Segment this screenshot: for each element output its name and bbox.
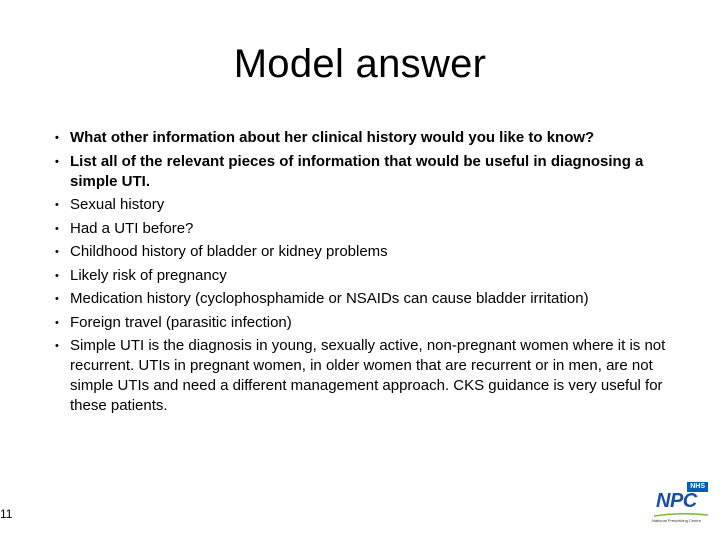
slide-title: Model answer bbox=[233, 42, 487, 86]
page-number: 11 bbox=[0, 507, 13, 521]
npc-wordmark: NPC bbox=[656, 490, 697, 512]
bullet-list bbox=[50, 128, 686, 420]
bullet-item bbox=[50, 289, 686, 309]
bullet-glyph: • bbox=[55, 222, 59, 235]
bullet-text: Likely risk of pregnancy bbox=[70, 266, 227, 284]
bullet-text: What other information about her clinical history would you like to know? bbox=[70, 129, 595, 146]
bullet-item bbox=[50, 313, 686, 333]
bullet-item bbox=[50, 336, 686, 416]
bullet-text: Simple UTI is the diagnosis in young, sexually active, non-pregnant women where it is not recurrent. UTIs in pregnant women, in older women that are recurrent or in men, are not simple UTIs and need a different management approach. CKS guidance is very useful for these patients. bbox=[70, 337, 666, 414]
bullet-glyph: • bbox=[55, 293, 59, 305]
bullet-text: Foreign travel (parasitic infection) bbox=[70, 313, 292, 331]
bullet-item bbox=[50, 242, 686, 262]
logo-swoosh bbox=[654, 513, 708, 517]
bullet-item bbox=[50, 195, 686, 215]
bullet-glyph: • bbox=[55, 199, 59, 211]
bullet-glyph: • bbox=[55, 246, 59, 258]
bullet-text: Childhood history of bladder or kidney problems bbox=[70, 243, 388, 260]
bullet-glyph: • bbox=[55, 155, 59, 168]
bullet-item bbox=[50, 266, 686, 286]
bullet-item bbox=[50, 219, 686, 239]
bullet-item bbox=[50, 128, 686, 148]
bullet-text: Medication history (cyclophosphamide or NSAIDs can cause bladder irritation) bbox=[70, 290, 589, 307]
bullet-item bbox=[50, 152, 686, 192]
npc-logo bbox=[650, 482, 712, 528]
bullet-text: List all of the relevant pieces of information that would be useful in diagnosing a simple UTI. bbox=[70, 152, 644, 190]
bullet-text: Had a UTI before? bbox=[70, 219, 194, 237]
bullet-glyph: • bbox=[55, 269, 59, 282]
bullet-glyph: • bbox=[55, 132, 59, 144]
bullet-glyph: • bbox=[55, 316, 59, 329]
logo-subtitle: National Prescribing Centre bbox=[652, 518, 701, 523]
bullet-text: Sexual history bbox=[70, 196, 165, 213]
bullet-glyph: • bbox=[55, 340, 59, 352]
nhs-badge: NHS bbox=[687, 482, 708, 492]
